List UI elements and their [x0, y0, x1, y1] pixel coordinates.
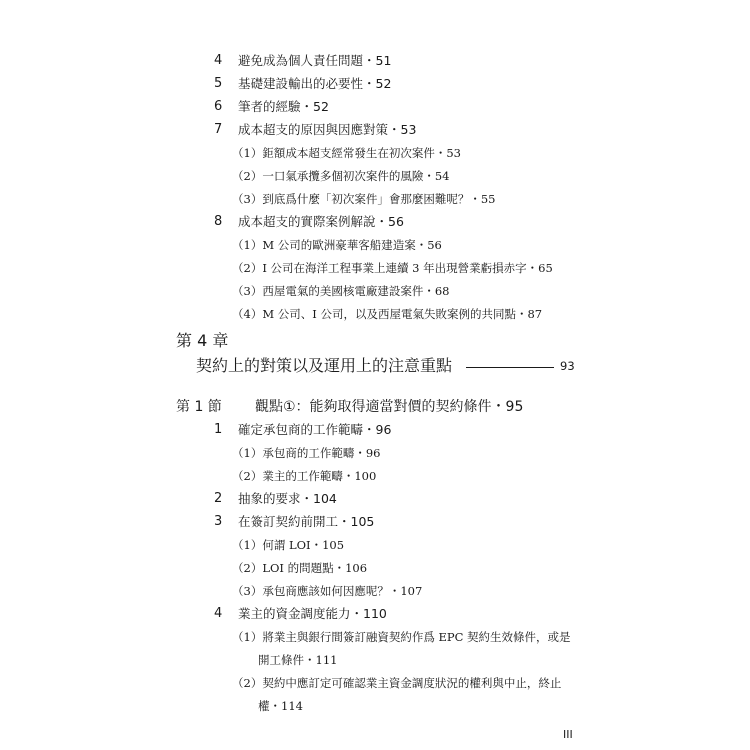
toc-subentry: （1）承包商的工作範疇・96: [232, 446, 381, 460]
toc-subentry: （1）何謂 LOI・105: [232, 538, 345, 552]
chapter-label: 第 4 章: [176, 331, 229, 350]
toc-subentry: （1）鉅額成本超支經常發生在初次案件・53: [232, 146, 461, 160]
item-number: 3: [214, 514, 223, 529]
toc-subentry-continuation: 權・114: [258, 699, 303, 713]
toc-entry: 業主的資金調度能力・110: [238, 606, 387, 621]
toc-subentry: （2）一口氣承攬多個初次案件的風險・54: [232, 169, 450, 183]
toc-subentry: （3）西屋電氣的美國核電廠建設案件・68: [232, 284, 450, 298]
page-folio: III: [563, 728, 573, 741]
toc-entry: 成本超支的原因與因應對策・53: [238, 122, 417, 137]
toc-subentry: （2）業主的工作範疇・100: [232, 469, 377, 483]
toc-subentry: （1）M 公司的歐洲豪華客船建造案・56: [232, 238, 442, 252]
item-number: 6: [214, 99, 223, 114]
chapter-title: 契約上的對策以及運用上的注意重點: [196, 356, 453, 375]
toc-subentry: （3）承包商應該如何因應呢？・107: [232, 584, 423, 598]
toc-subentry: （2）I 公司在海洋工程事業上連續 3 年出現營業虧損赤字・65: [232, 261, 553, 275]
toc-entry: 在簽訂契約前開工・105: [238, 514, 375, 529]
item-number: 2: [214, 491, 223, 506]
item-number: 1: [214, 422, 223, 437]
item-number: 5: [214, 76, 223, 91]
toc-subentry: （2）契約中應訂定可確認業主資金調度狀況的權利與中止，終止: [232, 676, 562, 690]
toc-entry: 成本超支的實際案例解說・56: [238, 214, 404, 229]
item-number: 4: [214, 53, 223, 68]
toc-subentry-continuation: 開工條件・111: [258, 653, 338, 667]
toc-entry: 筆者的經驗・52: [238, 99, 329, 114]
chapter-page-number: 93: [560, 359, 575, 373]
item-number: 8: [214, 214, 223, 229]
leader-rule: [466, 367, 554, 368]
toc-subentry: （1）將業主與銀行間簽訂融資契約作爲 EPC 契約生效條件，或是: [232, 630, 571, 644]
toc-entry: 避免成為個人責任問題・51: [238, 53, 392, 68]
toc-entry: 基礎建設輸出的必要性・52: [238, 76, 392, 91]
toc-subentry: （3）到底爲什麼「初次案件」會那麼困難呢？・55: [232, 192, 496, 206]
toc-entry: 確定承包商的工作範疇・96: [238, 422, 392, 437]
toc-subentry: （2）LOI 的問題點・106: [232, 561, 368, 575]
item-number: 4: [214, 606, 223, 621]
section-title: 觀點①：能夠取得適當對價的契約條件・95: [255, 399, 524, 415]
item-number: 7: [214, 122, 223, 137]
toc-subentry: （4）M 公司、I 公司，以及西屋電氣失敗案例的共同點・87: [232, 307, 543, 321]
section-label: 第 1 節: [176, 399, 222, 415]
toc-entry: 抽象的要求・104: [238, 491, 337, 506]
